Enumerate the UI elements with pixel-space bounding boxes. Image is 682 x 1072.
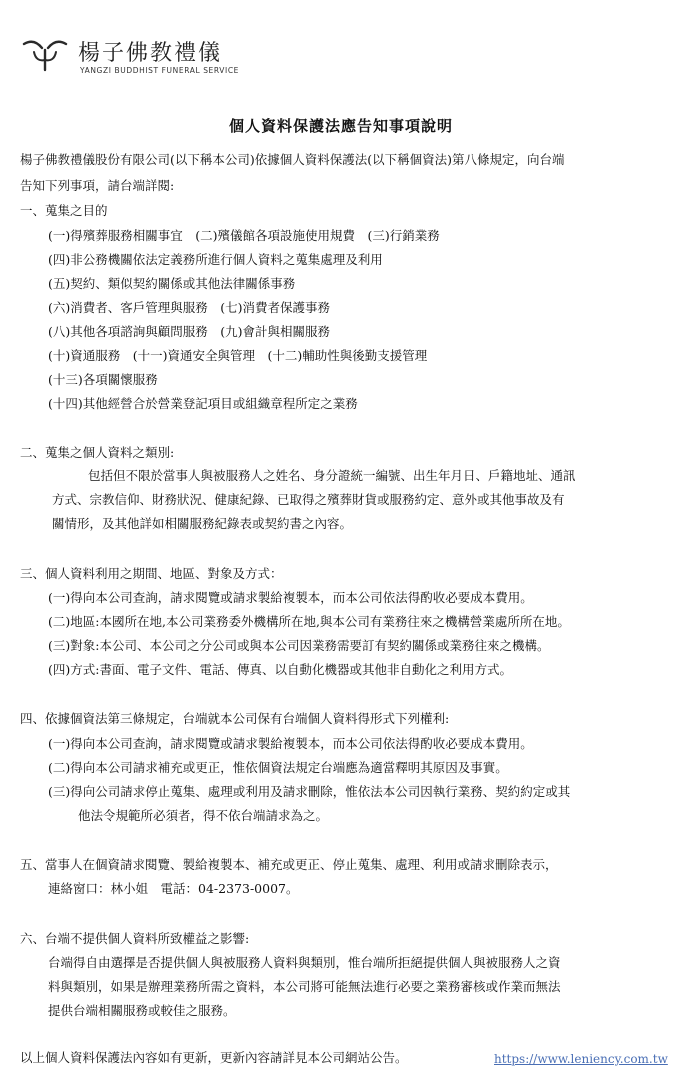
list-item: 他法令規範所必須者，得不依台端請求為之。: [78, 808, 329, 823]
paragraph-line: 提供台端相關服務或較佳之服務。: [48, 1003, 236, 1018]
list-item: (四)方式:書面、電子文件、電話、傳真、以自動化機器或其他非自動化之利用方式。: [48, 662, 512, 677]
paragraph-line: 包括但不限於當事人與被服務人之姓名、身分證統一編號、出生年月日、戶籍地址、通訊: [88, 468, 576, 483]
website-link[interactable]: https://www.leniency.com.tw: [494, 1052, 668, 1066]
list-item: (八)其他各項諮詢與顧問服務 (九)會計與相關服務: [48, 324, 331, 339]
brand-name: 楊子佛教禮儀: [78, 41, 223, 66]
contact-line: 連絡窗口：林小姐 電話：04-2373-0007。: [48, 881, 299, 896]
intro-line: 告知下列事項，請台端詳閱:: [20, 178, 175, 193]
brand-subtitle: YANGZI BUDDHIST FUNERAL SERVICE: [80, 66, 240, 75]
footer-note: 以上個人資料保護法內容如有更新，更新內容請詳見本公司網站公告。: [20, 1050, 408, 1065]
paragraph-line: 關情形，及其他詳如相關服務紀錄表或契約書之內容。: [52, 516, 353, 531]
list-item: (二)得向本公司請求補充或更正，惟依個資法規定台端應為適當釋明其原因及事實。: [48, 760, 508, 775]
list-item: (二)地區:本國所在地,本公司業務委外機構所在地,與本公司有業務往來之機構營業處所所在地。: [48, 614, 570, 629]
list-item: (一)得殯葬服務相關事宜 (二)殯儀館各項設施使用規費 (三)行銷業務: [48, 228, 440, 243]
paragraph-line: 台端得自由選擇是否提供個人與被服務人資料與類別，惟台端所拒絕提供個人與被服務人之資: [48, 955, 561, 970]
section-heading: 二、蒐集之個人資料之類別:: [20, 445, 175, 460]
lotus-logo-icon: [20, 38, 70, 72]
intro-line: 楊子佛教禮儀股份有限公司(以下稱本公司)依據個人資料保護法(以下稱個資法)第八條規定，向台端: [20, 152, 565, 167]
section-heading: 三、個人資料利用之期間、地區、對象及方式：: [20, 566, 283, 581]
paragraph-line: 料與類別，如果是辦理業務所需之資料，本公司將可能無法進行必要之業務審核或作業而無法: [48, 979, 561, 994]
brand-header: [20, 36, 340, 80]
section-heading: 六、台端不提供個人資料所致權益之影響:: [20, 931, 250, 946]
list-item: (三)對象:本公司、本公司之分公司或與本公司因業務需要訂有契約關係或業務往來之機構。: [48, 638, 550, 653]
list-item: (十四)其他經營合於營業登記項目或組織章程所定之業務: [48, 396, 358, 411]
section-heading: 四、依據個資法第三條規定，台端就本公司保有台端個人資料得形式下列權利:: [20, 711, 450, 726]
list-item: (五)契約、類似契約關係或其他法律關係事務: [48, 276, 296, 291]
list-item: (三)得向公司請求停止蒐集、處理或利用及請求刪除，惟依法本公司因執行業務、契約約定或其: [48, 784, 571, 799]
list-item: (四)非公務機關依法定義務所進行個人資料之蒐集處理及利用: [48, 252, 383, 267]
document-title: 個人資料保護法應告知事項說明: [228, 117, 453, 135]
list-item: (一)得向本公司查詢，請求閱覽或請求製給複製本，而本公司依法得酌收必要成本費用。: [48, 736, 533, 751]
section-heading: 一、蒐集之目的: [20, 203, 108, 218]
section-heading: 五、當事人在個資請求閱覽、製給複製本、補充或更正、停止蒐集、處理、利用或請求刪除表示，: [20, 857, 558, 872]
paragraph-line: 方式、宗教信仰、財務狀況、健康紀錄、已取得之殯葬財貨或服務約定、意外或其他事故及有: [52, 492, 565, 507]
list-item: (十三)各項關懷服務: [48, 372, 158, 387]
list-item: (六)消費者、客戶管理與服務 (七)消費者保護事務: [48, 300, 331, 315]
list-item: (十)資通服務 (十一)資通安全與管理 (十二)輔助性與後勤支援管理: [48, 348, 428, 363]
list-item: (一)得向本公司查詢，請求閱覽或請求製給複製本，而本公司依法得酌收必要成本費用。: [48, 590, 533, 605]
